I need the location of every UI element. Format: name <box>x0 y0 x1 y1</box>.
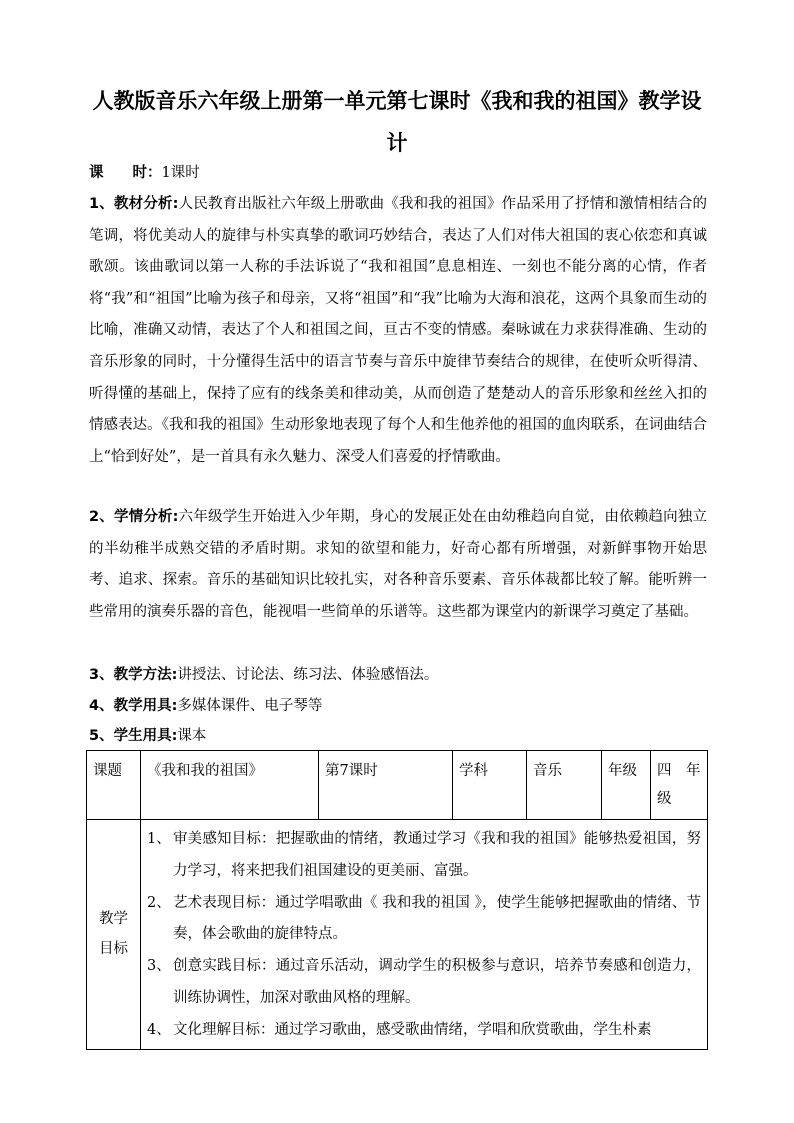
item-heading: 5、学生用具: <box>89 728 178 744</box>
item-teaching-method <box>89 663 438 687</box>
cell-goals-content <box>141 820 708 1050</box>
lesson-plan-table <box>86 750 708 1050</box>
item-student-tools <box>89 724 206 748</box>
list-item: 2、 艺术表现目标：通过学唱歌曲《 我和我的祖国 》，使学生能够把握歌曲的情绪、节奏，体会歌曲的旋律特点。 <box>147 894 701 943</box>
section-heading: 1、教材分析: <box>89 196 179 212</box>
item-heading: 3、教学方法: <box>89 667 178 683</box>
section-textbook-analysis <box>89 189 707 473</box>
item-text: 多媒体课件、电子琴等 <box>177 698 323 714</box>
section-text: 人民教育出版社六年级上册歌曲《我和我的祖国》作品采用了抒情和激情相结合的笔调，将优美动人的旋律与朴实真挚的歌词巧妙结合，表达了人们对伟大祖国的衷心依恋和真诚歌颂。该曲歌词以第一人称的手法诉说了“我和祖国”息息相连、一刻也不能分离的心情，作者将“我”和“祖国”比喻为孩子和母亲，又将“祖国”和“我”比喻为大海和浪花，这两个具象而生动的比喻，准确又动情，表达了个人和祖国之间，亘古不变的情感。秦咏诚在力求获得准确、生动的音乐形象的同时，十分懂得生活中的语言节奏与音乐中旋律节奏结合的规律，在使听众听得清、听得懂的基础上，保持了应有的线条美和律动美，从而创造了楚楚动人的音乐形象和丝丝入扣的情感表达。《我和我的祖国》生动形象地表现了每个人和生他养他的祖国的血肉联系，在词曲结合上“恰到好处”，是一首具有永久魅力、深受人们喜爱的抒情歌曲。 <box>89 196 708 465</box>
lesson-hours-value: 1课时 <box>161 165 200 181</box>
item-teaching-tools <box>89 694 322 718</box>
list-item: 1、 审美感知目标：把握歌曲的情绪，教通过学习《我和我的祖国》能够热爱祖国，努力学习，将来把我们祖国建设的更美丽、富强。 <box>147 831 701 879</box>
table-row <box>87 820 708 1050</box>
item-text: 课本 <box>177 728 207 744</box>
section-heading: 2、学情分析: <box>89 509 179 525</box>
goals-list <box>147 824 701 1047</box>
list-item: 4、 文化理解目标：通过学习歌曲，感受歌曲情绪，学唱和欣赏歌曲，学生朴素 <box>147 1021 652 1038</box>
cell-topic-value: 《我和我的祖国》 <box>141 751 319 820</box>
section-student-analysis <box>89 502 707 628</box>
lesson-hours-label: 课 时： <box>89 165 162 181</box>
section-text: 六年级学生开始进入少年期，身心的发展正处在由幼稚趋向自觉，由依赖趋向独立的半幼稚半成熟交错的矛盾时期。求知的欲望和能力，好奇心都有所增强，对新鲜事物开始思考、追求、探索。音乐的基础知识比较扎实，对各种音乐要素、音乐体裁都比较了解。能听辨一些常用的演奏乐器的音色，能视唱一些简单的乐谱等。这些都为课堂内的新课学习奠定了基础。 <box>89 509 708 620</box>
item-text: 讲授法、讨论法、练习法、体验感悟法。 <box>177 667 439 683</box>
cell-goals-label: 教学目标 <box>87 820 141 1050</box>
cell-grade-label: 年级 <box>602 751 651 820</box>
cell-subject-value: 音乐 <box>527 751 602 820</box>
table-row <box>87 751 708 820</box>
cell-grade-value: 四 年级 <box>651 751 708 820</box>
item-heading: 4、教学用具: <box>89 698 178 714</box>
cell-lesson-number: 第7课时 <box>319 751 453 820</box>
lesson-hours <box>89 161 200 185</box>
cell-subject-label: 学科 <box>453 751 527 820</box>
page-title: 人教版音乐六年级上册第一单元第七课时《我和我的祖国》教学设计 <box>92 89 702 155</box>
list-item: 3、 创意实践目标：通过音乐活动，调动学生的积极参与意识，培养节奏感和创造力，训练协调性，加深对歌曲风格的理解。 <box>147 958 701 1006</box>
cell-topic-label: 课题 <box>87 751 141 820</box>
